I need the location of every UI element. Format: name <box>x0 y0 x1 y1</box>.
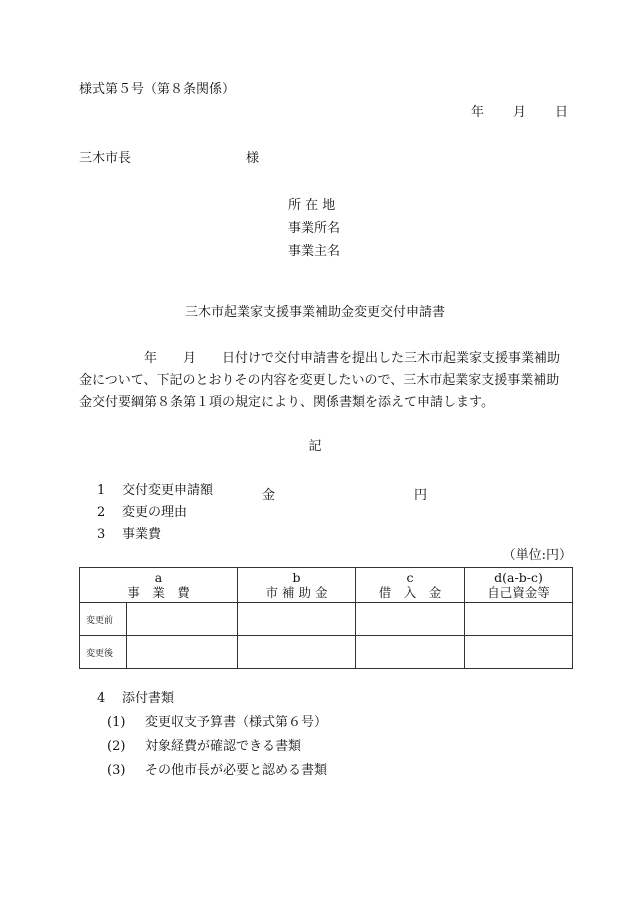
attachment-item <box>107 740 301 753</box>
item-change-reason <box>97 506 187 519</box>
cost-table <box>79 567 573 669</box>
item-business-cost <box>97 528 161 541</box>
request-body-text: 年 月 日付けで交付申請書を提出した三木市起業家支援事業補助金について、下記のとおりその内容を変更したいので、三木市起業家支援事業補助金交付要綱第８条第１項の規定により、関係書類を添えて申請します。 <box>79 351 561 410</box>
item-label: 事業費 <box>122 527 162 542</box>
attachment-number: (2) <box>107 739 126 754</box>
row-label-after: 変更後 <box>80 636 127 669</box>
header-label: 自己資金等 <box>487 585 550 600</box>
attachments-heading-label: 添付書類 <box>122 691 175 706</box>
attachment-item <box>107 764 327 777</box>
applicant-owner-name-label: 事業主名 <box>288 244 341 259</box>
cell-own-funds-before[interactable] <box>465 603 573 636</box>
header-label: 市 補 助 金 <box>265 585 328 600</box>
cell-business-cost-before[interactable] <box>127 603 238 636</box>
date-line <box>471 106 568 119</box>
item-label: 変更の理由 <box>122 505 188 520</box>
document-title: 三木市起業家支援事業補助金変更交付申請書 <box>184 305 445 320</box>
header-loan <box>356 568 465 603</box>
unit-note: （単位:円） <box>502 548 572 563</box>
date-year: 年 <box>471 105 485 120</box>
amount-prefix: 金 <box>262 488 276 503</box>
header-key: b <box>292 570 301 585</box>
cell-business-cost-after[interactable] <box>127 636 238 669</box>
attachment-item <box>107 716 327 729</box>
table-header-row <box>80 568 573 603</box>
item-number: 2 <box>97 505 106 520</box>
cell-loan-before[interactable] <box>356 603 465 636</box>
row-label-before: 変更前 <box>80 603 127 636</box>
attachment-number: (3) <box>107 763 126 778</box>
header-business-cost <box>80 568 238 603</box>
header-key: a <box>154 570 163 585</box>
cell-city-subsidy-after[interactable] <box>238 636 356 669</box>
form-number-label: 様式第５号（第８条関係） <box>79 82 236 97</box>
attachment-number: (1) <box>107 715 126 730</box>
item-label: 交付変更申請額 <box>122 483 214 498</box>
header-city-subsidy <box>238 568 356 603</box>
date-month: 月 <box>513 105 527 120</box>
cell-own-funds-after[interactable] <box>465 636 573 669</box>
date-day: 日 <box>555 105 569 120</box>
attachment-label: 対象経費が確認できる書類 <box>145 739 302 754</box>
applicant-block <box>288 194 340 263</box>
amount-suffix: 円 <box>414 488 428 503</box>
attachments-heading <box>97 692 174 705</box>
header-own-funds <box>465 568 573 603</box>
table-row <box>80 636 573 669</box>
header-key: d(a-b-c) <box>494 570 543 585</box>
applicant-business-name-label: 事業所名 <box>288 221 341 236</box>
ki-heading: 記 <box>308 439 322 454</box>
attachment-label: その他市長が必要と認める書類 <box>145 763 328 778</box>
item-number: 1 <box>97 483 106 498</box>
addressee-name: 三木市長 <box>79 151 132 166</box>
table-row <box>80 603 573 636</box>
item-change-amount <box>97 484 213 497</box>
cell-city-subsidy-before[interactable] <box>238 603 356 636</box>
addressee-honorific: 様 <box>246 151 260 166</box>
attachment-label: 変更収支予算書（様式第６号） <box>145 715 328 730</box>
cell-loan-after[interactable] <box>356 636 465 669</box>
item-number: 3 <box>97 527 106 542</box>
header-label: 事 業 費 <box>127 585 190 600</box>
applicant-location-label: 所 在 地 <box>288 198 336 213</box>
header-label: 借 入 金 <box>378 585 442 600</box>
item-number: 4 <box>97 691 106 706</box>
header-key: c <box>406 570 414 585</box>
